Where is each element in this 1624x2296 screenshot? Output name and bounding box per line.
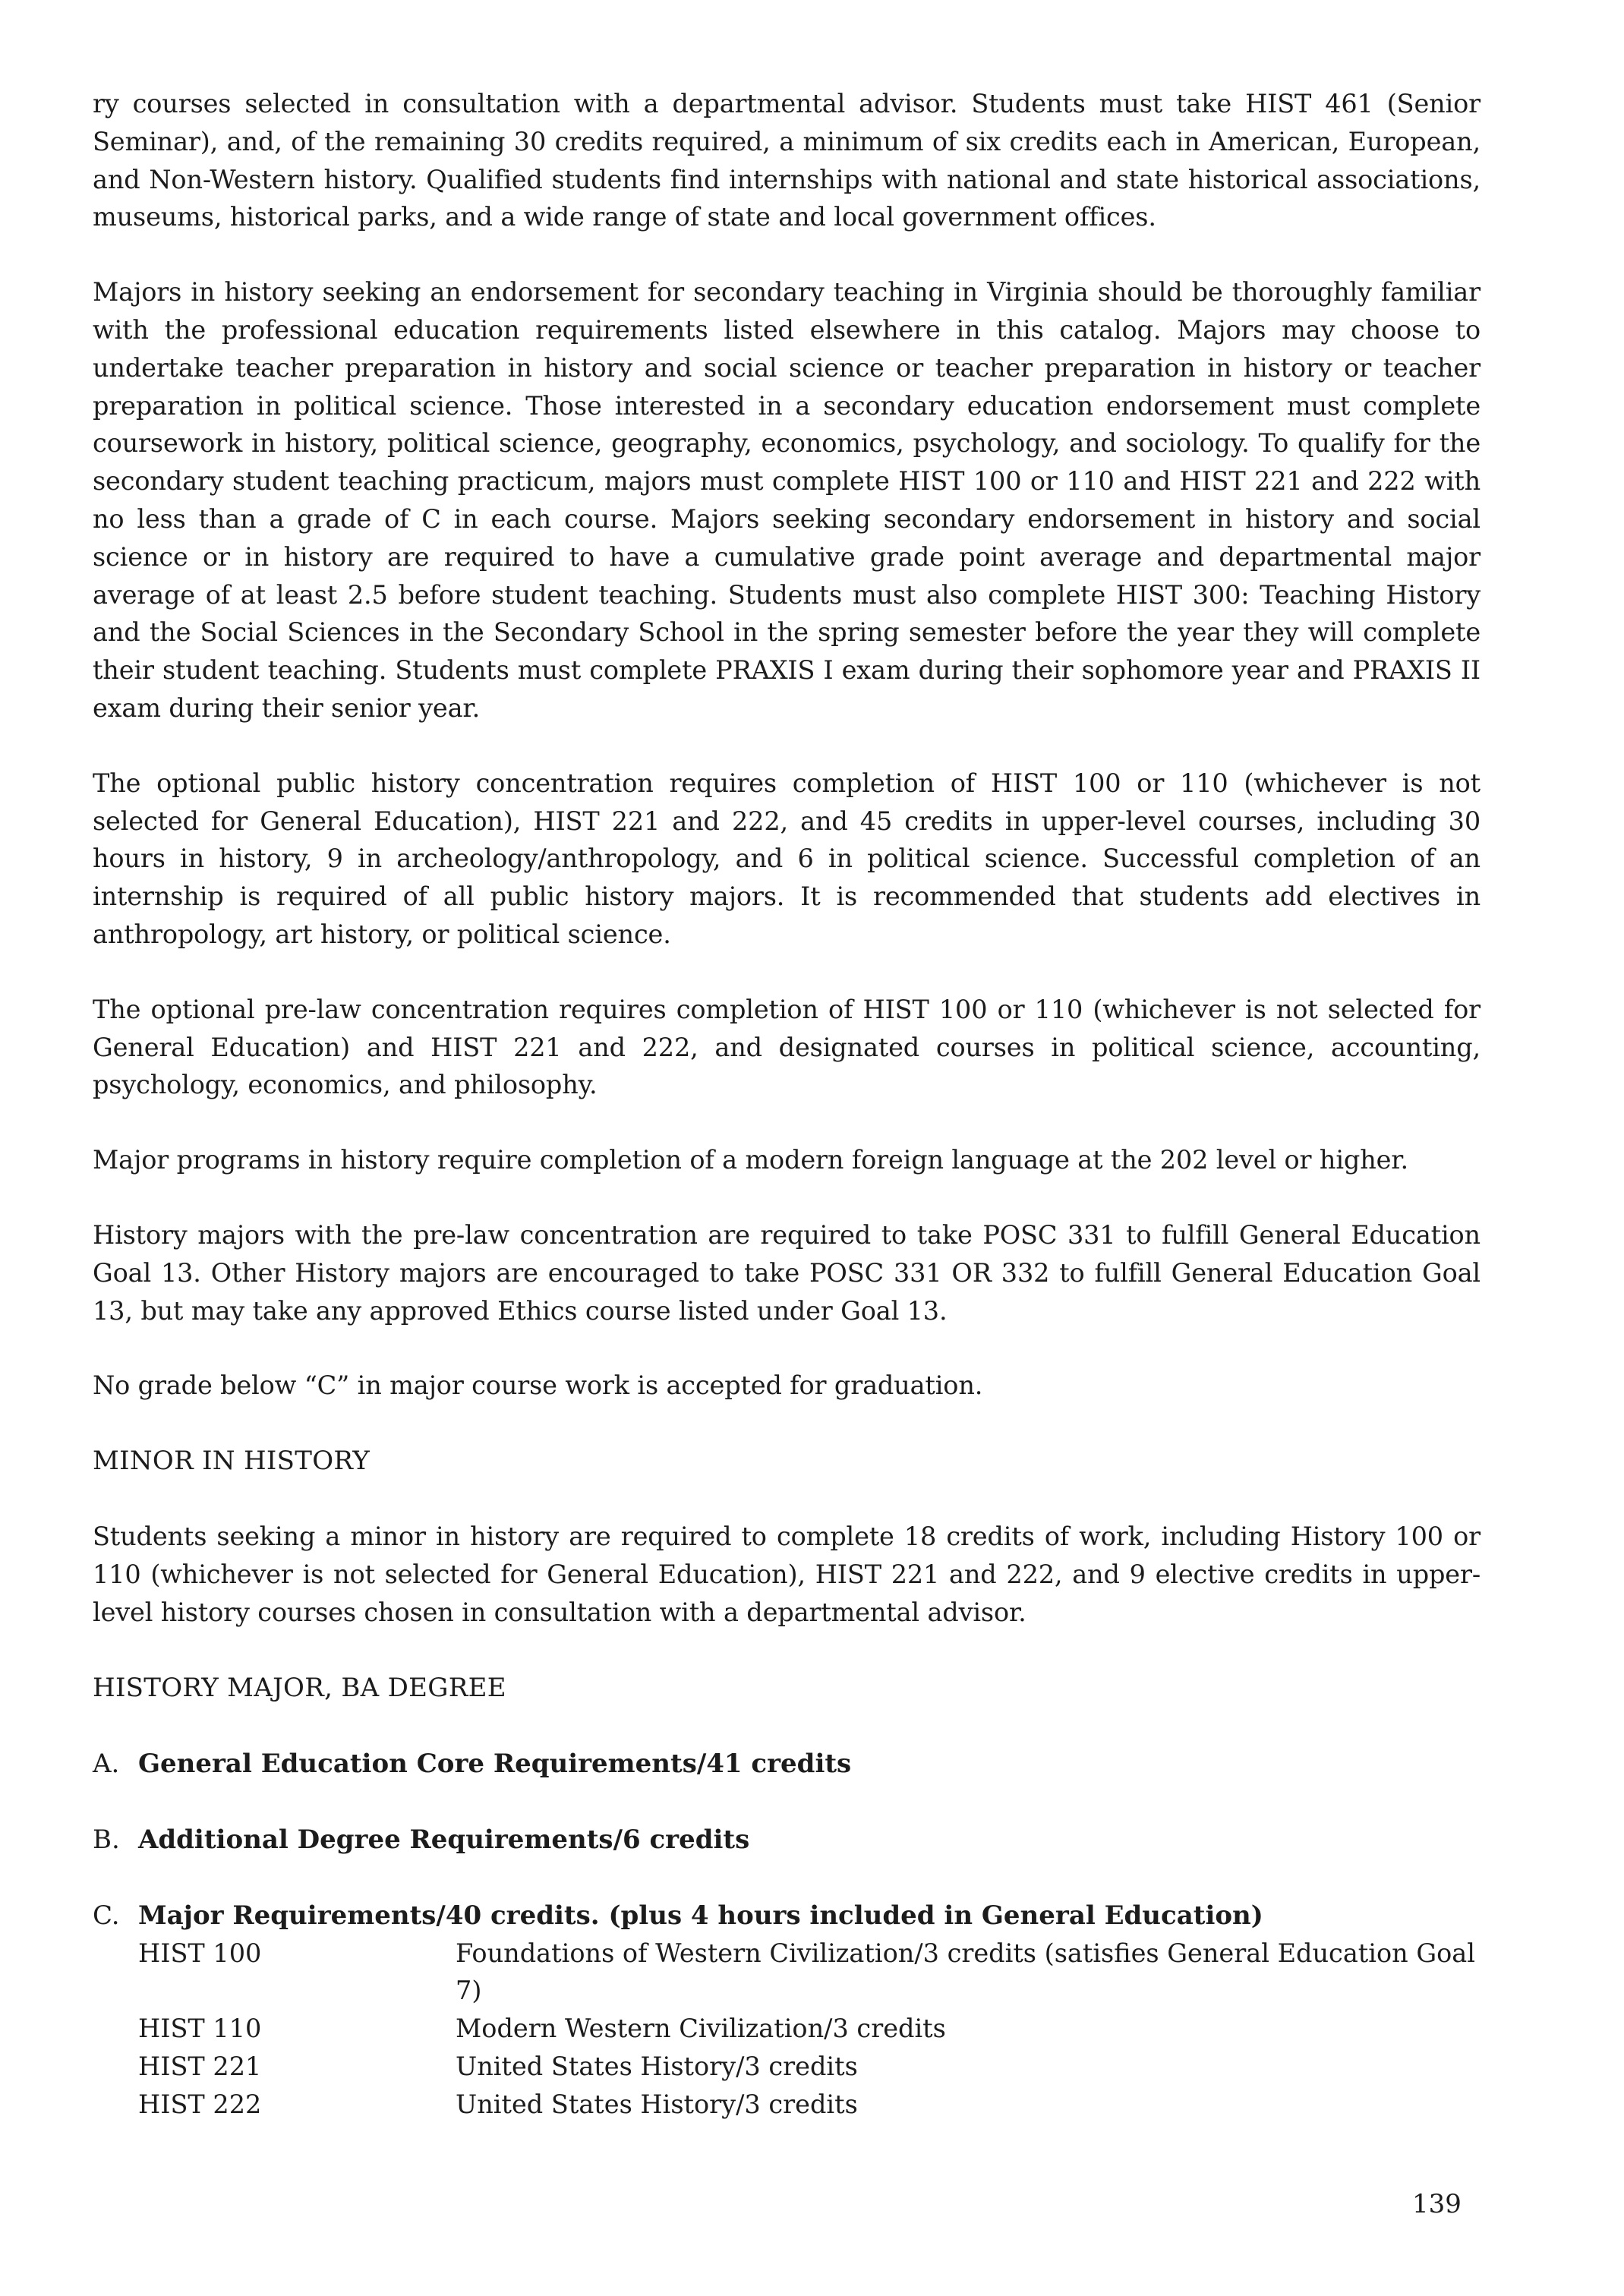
requirement-c — [93, 1897, 1481, 1935]
requirement-label-note: (plus 4 hours included in General Education) — [599, 1900, 1263, 1931]
paragraph-pre-law: The optional pre-law concentration requires completion of HIST 100 or 110 (whichever is not selected for General Education) and HIST 221 and 222, and designated courses in political science, accounting, psychology, economics, and philosophy. — [93, 994, 1481, 1100]
requirement-c-group — [93, 1897, 1481, 2124]
table-row — [138, 2086, 1481, 2124]
course-title: United States History/3 credits — [456, 2089, 858, 2119]
course-table — [138, 1935, 1481, 2124]
minor-heading: MINOR IN HISTORY — [93, 1446, 370, 1477]
requirement-label: Additional Degree Requirements/6 credits — [138, 1824, 750, 1855]
course-title: United States History/3 credits — [456, 2051, 858, 2081]
paragraph-public-history: The optional public history concentration requires completion of HIST 100 or 110 (whichever is not selected for General Education), HIST 221 and 222, and 45 credits in upper-level courses, including 30 hours in history, 9 in archeology/anthropology, and 6 in political science. Successful completion of an internship is required of all public history majors. It is recommended that students add electives in anthropology, art history, or political science. — [93, 768, 1481, 949]
paragraph-secondary-teaching: Majors in history seeking an endorsement for secondary teaching in Virginia should be thoroughly familiar with the professional education requirements listed elsewhere in this catalog. Majors may choose to undertake teacher preparation in history and social science or teacher preparation in history or teacher preparation in political science. Those interested in a secondary education endorsement must complete coursework in history, political science, geography, economics, psychology, and sociology. To qualify for the secondary student teaching practicum, majors must complete HIST 100 or 110 and HIST 221 and 222 with no less than a grade of C in each course. Majors seeking secondary endorsement in history and social science or in history are required to have a cumulative grade point average and departmental major average of at least 2.5 before student teaching. Students must also complete HIST 300: Teaching History and the Social Sciences in the Secondary School in the spring semester before the year they will complete their student teaching. Students must complete PRAXIS I exam during their sophomore year and PRAXIS II exam during their senior year. — [93, 277, 1481, 723]
table-row — [138, 1935, 1481, 2011]
course-title: Foundations of Western Civilization/3 credits (satisfies General Education Goal 7) — [456, 1938, 1475, 2006]
course-code: HIST 222 — [138, 2089, 262, 2119]
paragraph-minor: Students seeking a minor in history are required to complete 18 credits of work, including History 100 or 110 (whichever is not selected for General Education), HIST 221 and 222, and 9 elective credits in upper-level history courses chosen in consultation with a departmental advisor. — [93, 1522, 1481, 1627]
table-row — [138, 2010, 1481, 2048]
course-title: Modern Western Civilization/3 credits — [456, 2014, 946, 2044]
course-code: HIST 110 — [138, 2014, 262, 2044]
catalog-page — [93, 85, 1481, 2123]
degree-heading: HISTORY MAJOR, BA DEGREE — [93, 1672, 506, 1703]
requirement-letter: B. — [93, 1824, 120, 1855]
requirement-letter: C. — [93, 1900, 120, 1931]
requirement-letter: A. — [93, 1748, 120, 1779]
page-number: 139 — [1412, 2189, 1462, 2219]
paragraph-foreign-language: Major programs in history require completion of a modern foreign language at the 202 level or higher. — [93, 1145, 1408, 1175]
paragraph-history-major-intro: ry courses selected in consultation with a departmental advisor. Students must take HIST 461 (Senior Seminar), and, of the remaining 30 credits required, a minimum of six credits each in American, European, and Non-Western history. Qualified students find internships with national and state historical associations, museums, historical parks, and a wide range of state and local government offices. — [93, 89, 1481, 232]
table-row — [138, 2048, 1481, 2086]
requirement-a — [93, 1745, 1481, 1783]
paragraph-posc-requirement: History majors with the pre-law concentration are required to take POSC 331 to fulfill General Education Goal 13. Other History majors are encouraged to take POSC 331 OR 332 to fulfill General Education Goal 13, but may take any approved Ethics course listed under Goal 13. — [93, 1219, 1481, 1326]
paragraph-grade-policy: No grade below “C” in major course work is accepted for graduation. — [93, 1370, 983, 1401]
requirement-label — [138, 1897, 1263, 1935]
requirement-b — [93, 1821, 1481, 1859]
requirement-label-main: Major Requirements/40 credits. — [138, 1900, 600, 1931]
course-code: HIST 100 — [138, 1938, 262, 1968]
requirement-label: General Education Core Requirements/41 credits — [138, 1748, 852, 1779]
course-code: HIST 221 — [138, 2051, 262, 2081]
